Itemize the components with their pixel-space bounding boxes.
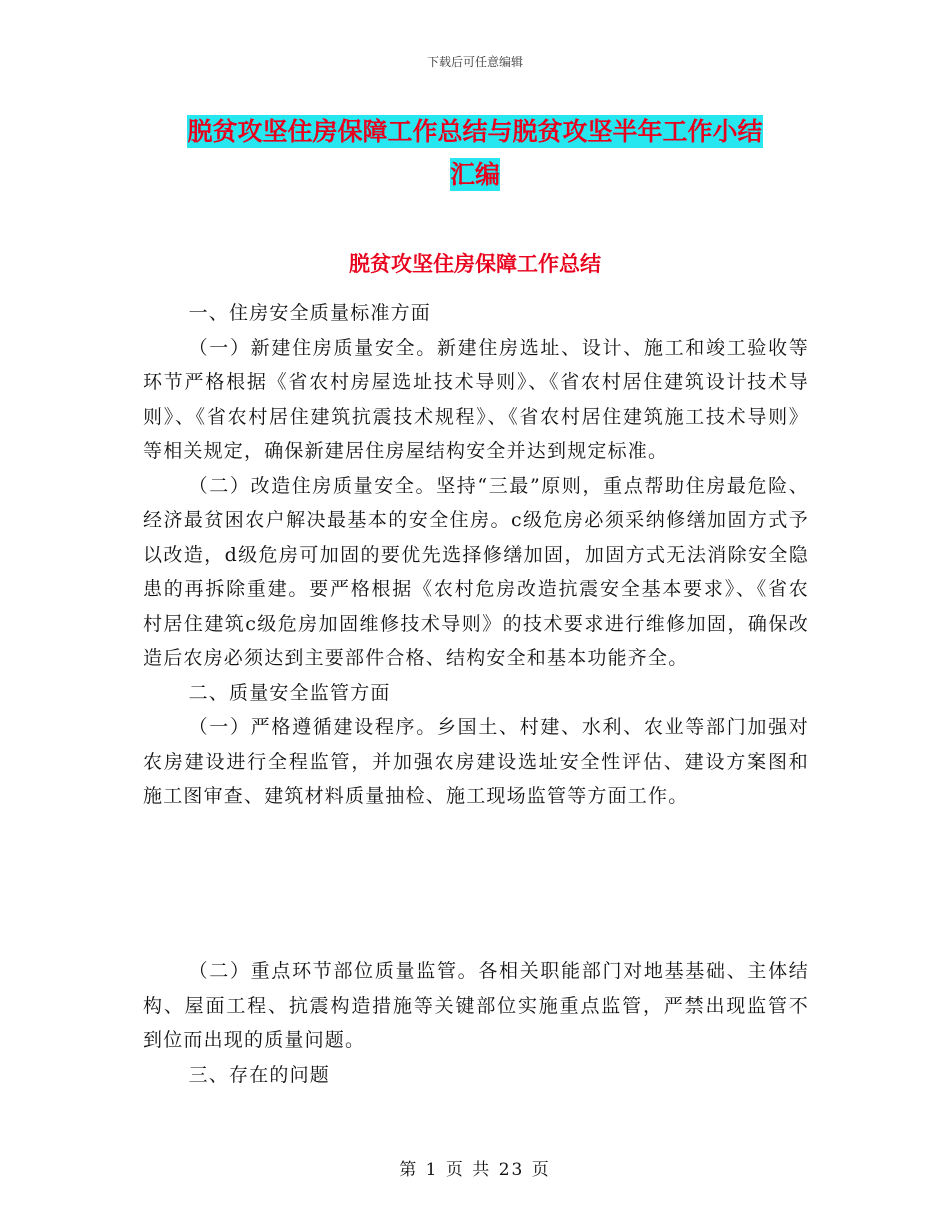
document-body-continued [143, 954, 809, 1092]
document-title-line2: 汇编 [449, 160, 500, 189]
document-body [143, 296, 809, 814]
paragraph-new-housing: （一）新建住房质量安全。新建住房选址、设计、施工和竣工验收等环节严格根据《省农村房屋选址技术导则》、《省农村居住建筑设计技术导则》、《省农村居住建筑抗震技术规程》、《省农村居住建筑施工技术导则》等相关规定，确保新建居住房屋结构安全并达到规定标准。 [143, 336, 809, 462]
paragraph-key-parts: （二）重点环节部位质量监管。各相关职能部门对地基基础、主体结构、屋面工程、抗震构造措施等关键部位实施重点监管，严禁出现监管不到位而出现的质量问题。 [143, 960, 809, 1051]
document-title-line1: 脱贫攻坚住房保障工作总结与脱贫攻坚半年工作小结 [187, 117, 763, 146]
heading-housing-safety: 一、住房安全质量标准方面 [188, 302, 431, 324]
paragraph-renovated-housing: （二）改造住房质量安全。坚持“三最”原则，重点帮助住房最危险、经济最贫困农户解决最基本的安全住房。c级危房必须采纳修缮加固方式予以改造，d级危房可加固的要优先选择修缮加固，加固方式无法消除安全隐患的再拆除重建。要严格根据《农村危房改造抗震安全基本要求》、《省农村居住建筑c级危房加固维修技术导则》的技术要求进行维修加固，确保改造后农房必须达到主要部件合格、结构安全和基本功能齐全。 [143, 474, 809, 669]
heading-existing-problems: 三、存在的问题 [188, 1063, 330, 1086]
header-note: 下载后可任意编辑 [426, 55, 523, 69]
page-number-footer: 第 1 页 共 23 页 [399, 1160, 551, 1180]
paragraph-construction-procedure: （一）严格遵循建设程序。乡国土、村建、水利、农业等部门加强对农房建设进行全程监管，并加强农房建设选址安全性评估、建设方案图和施工图审查、建筑材料质量抽检、施工现场监管等方面工作。 [143, 716, 809, 807]
document-title [140, 110, 810, 196]
section-title: 脱贫攻坚住房保障工作总结 [349, 252, 601, 276]
heading-quality-supervision: 二、质量安全监管方面 [188, 681, 391, 704]
